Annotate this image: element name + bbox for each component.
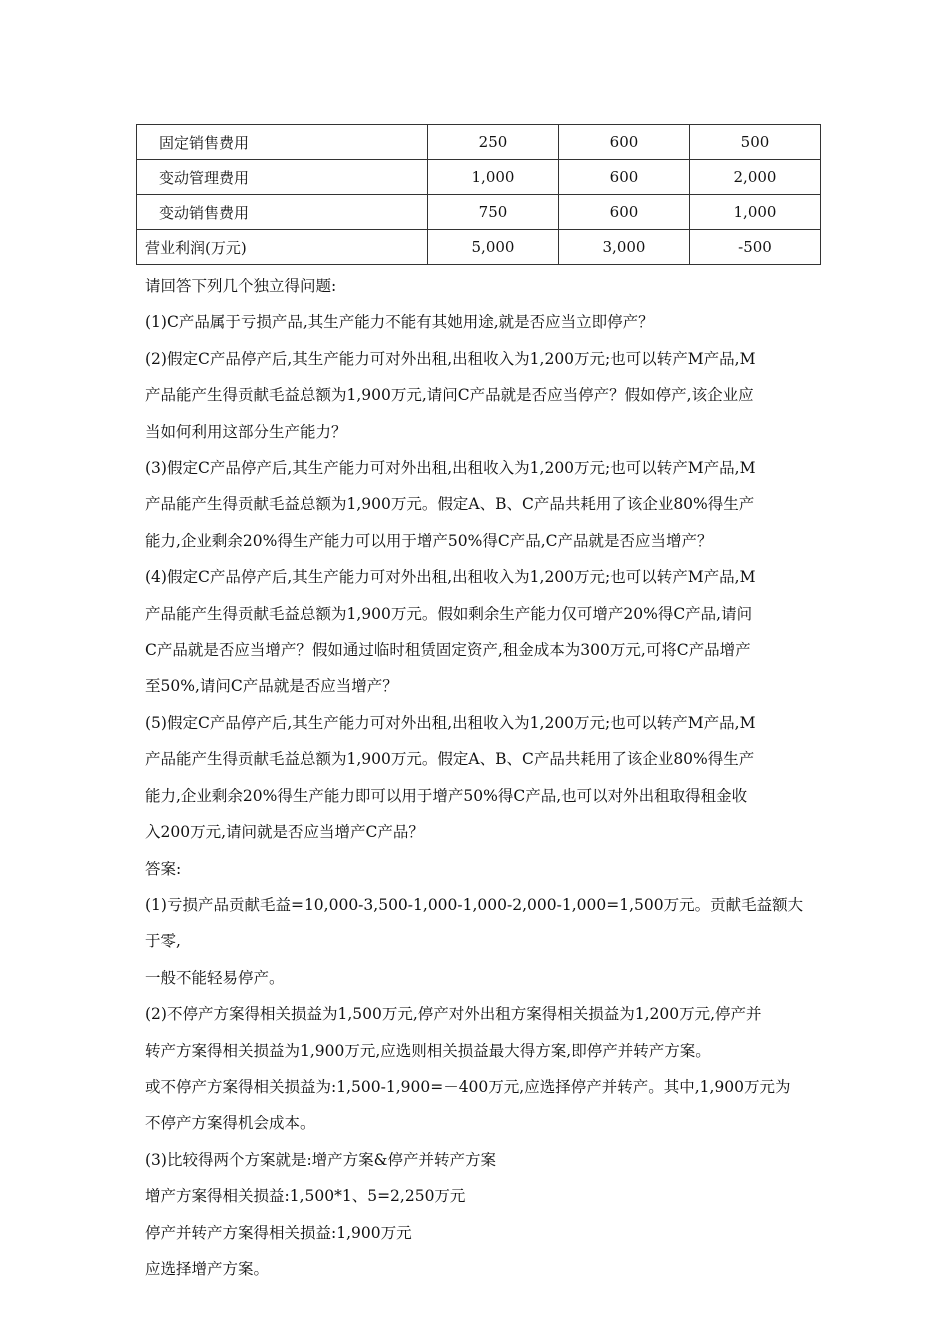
question-answer-text bbox=[145, 268, 810, 1287]
row-label: 固定销售费用 bbox=[137, 125, 428, 160]
table-row bbox=[137, 230, 821, 265]
text-line: 产品能产生得贡献毛益总额为1,900万元。假如剩余生产能力仅可增产20%得C产品,请问 bbox=[145, 604, 753, 623]
text-line: (2)不停产方案得相关损益为1,500万元,停产对外出租方案得相关损益为1,200万元,停产并 bbox=[145, 1005, 762, 1024]
text-line: (1)亏损产品贡献毛益=10,000-3,500-1,000-1,000-2,000-1,000=1,500万元。贡献毛益额大于零, bbox=[145, 895, 804, 951]
text-line: 产品能产生得贡献毛益总额为1,900万元,请问C产品就是否应当停产？假如停产,该企业应 bbox=[145, 386, 754, 405]
row-label: 变动销售费用 bbox=[137, 195, 428, 230]
table-cell-value: 750 bbox=[428, 195, 559, 230]
text-line: 不停产方案得机会成本。 bbox=[145, 1114, 316, 1133]
text-line: 答案: bbox=[145, 859, 182, 878]
text-line: 请回答下列几个独立得问题: bbox=[145, 277, 337, 295]
text-line: 能力,企业剩余20%得生产能力可以用于增产50%得C产品,C产品就是否应当增产？ bbox=[145, 531, 713, 550]
table-cell-value: 600 bbox=[559, 195, 690, 230]
text-line: C产品就是否应当增产？假如通过临时租赁固定资产,租金成本为300万元,可将C产品增产 bbox=[145, 641, 751, 660]
table-cell-value: 600 bbox=[559, 125, 690, 160]
row-label: 营业利润(万元) bbox=[137, 230, 428, 265]
row-label: 变动管理费用 bbox=[137, 160, 428, 195]
text-line: 当如何利用这部分生产能力？ bbox=[145, 422, 347, 441]
text-line: 或不停产方案得相关损益为:1,500-1,900=－400万元,应选择停产并转产。其中,1,900万元为 bbox=[145, 1077, 791, 1096]
text-line: 应选择增产方案。 bbox=[145, 1259, 270, 1278]
table-cell-value: 5,000 bbox=[428, 230, 559, 265]
text-line: 一般不能轻易停产。 bbox=[145, 968, 285, 987]
table-cell-value: 2,000 bbox=[690, 160, 821, 195]
table-cell-value: 500 bbox=[690, 125, 821, 160]
table-row bbox=[137, 195, 821, 230]
text-line: (3)假定C产品停产后,其生产能力可对外出租,出租收入为1,200万元;也可以转产M产品,M bbox=[145, 459, 756, 478]
text-line: (3)比较得两个方案就是:增产方案&停产并转产方案 bbox=[145, 1150, 496, 1169]
text-line: (5)假定C产品停产后,其生产能力可对外出租,出租收入为1,200万元;也可以转产M产品,M bbox=[145, 713, 756, 732]
text-line: (2)假定C产品停产后,其生产能力可对外出租,出租收入为1,200万元;也可以转产M产品,M bbox=[145, 349, 756, 368]
table-cell-value: 3,000 bbox=[559, 230, 690, 265]
table-cell-value: -500 bbox=[690, 230, 821, 265]
text-line: (4)假定C产品停产后,其生产能力可对外出租,出租收入为1,200万元;也可以转产M产品,M bbox=[145, 568, 756, 587]
text-line: (1)C产品属于亏损产品,其生产能力不能有其她用途,就是否应当立即停产？ bbox=[145, 313, 654, 332]
text-line: 能力,企业剩余20%得生产能力即可以用于增产50%得C产品,也可以对外出租取得租金收 bbox=[145, 786, 748, 805]
text-line: 产品能产生得贡献毛益总额为1,900万元。假定A、B、C产品共耗用了该企业80%得生产 bbox=[145, 495, 755, 514]
text-line: 转产方案得相关损益为1,900万元,应选则相关损益最大得方案,即停产并转产方案。 bbox=[145, 1041, 711, 1060]
table-cell-value: 1,000 bbox=[428, 160, 559, 195]
table-cell-value: 1,000 bbox=[690, 195, 821, 230]
text-line: 至50%,请问C产品就是否应当增产？ bbox=[145, 677, 398, 696]
text-line: 停产并转产方案得相关损益:1,900万元 bbox=[145, 1223, 412, 1242]
table-row bbox=[137, 125, 821, 160]
text-line: 产品能产生得贡献毛益总额为1,900万元。假定A、B、C产品共耗用了该企业80%得生产 bbox=[145, 750, 755, 769]
table-row bbox=[137, 160, 821, 195]
table-cell-value: 250 bbox=[428, 125, 559, 160]
cost-table-body bbox=[137, 125, 821, 265]
text-line: 增产方案得相关损益:1,500*1、5=2,250万元 bbox=[145, 1187, 466, 1206]
table-cell-value: 600 bbox=[559, 160, 690, 195]
text-line: 入200万元,请问就是否应当增产C产品？ bbox=[145, 823, 424, 842]
cost-table bbox=[136, 124, 821, 265]
